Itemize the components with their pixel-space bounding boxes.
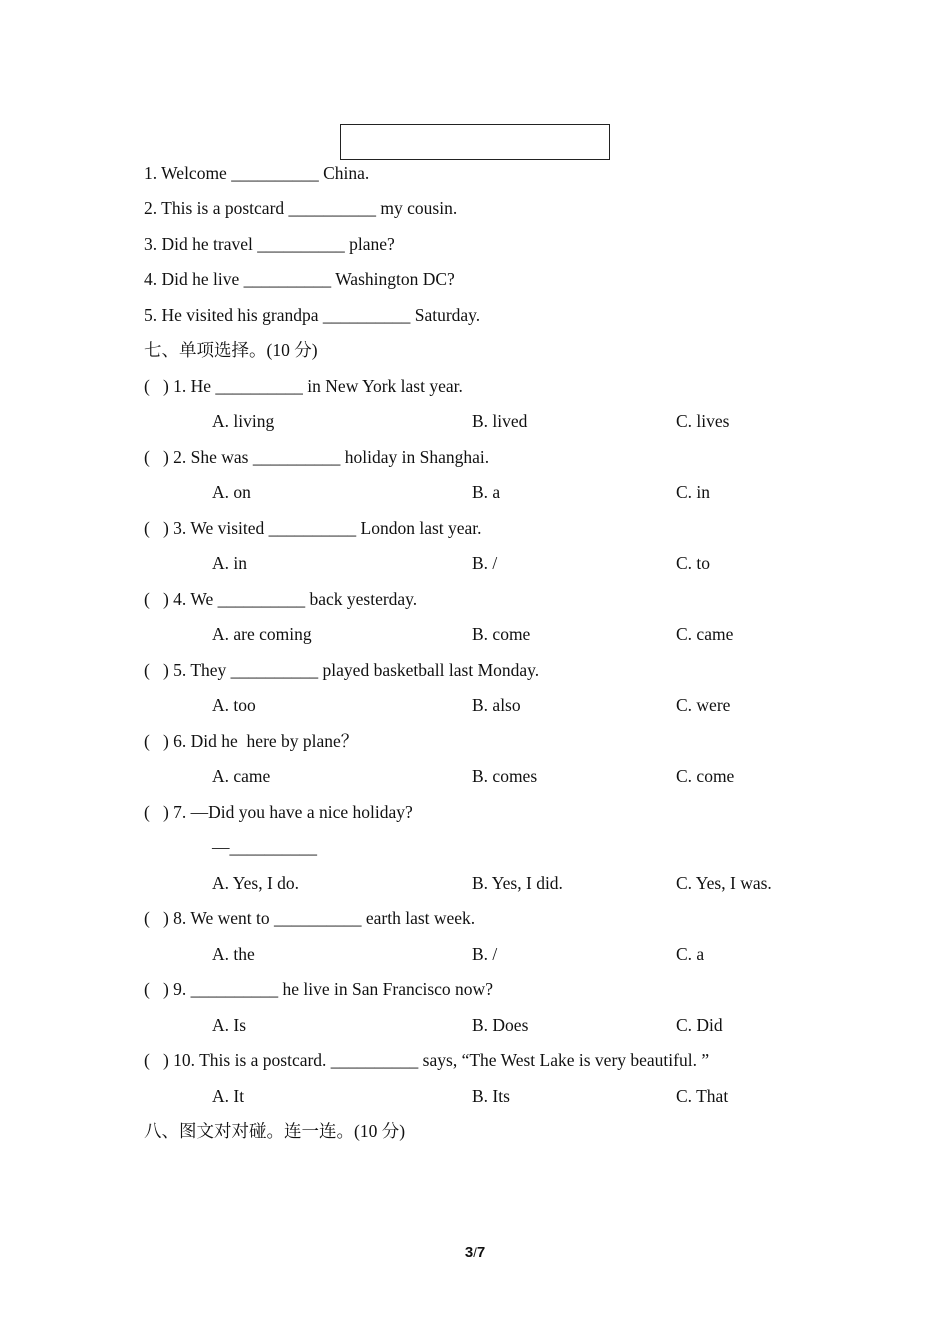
page-number — [0, 1244, 950, 1261]
question-2-stem: ( ) 2. She was __________ holiday in Shanghai. — [144, 447, 490, 467]
page-separator: / — [473, 1245, 477, 1260]
word-bank-box — [340, 124, 610, 160]
question-5-stem: ( ) 5. They __________ played basketball last Monday. — [144, 660, 540, 680]
question-6-option-b: B. comes — [472, 766, 538, 786]
question-10-option-c: C. That — [676, 1086, 729, 1106]
question-1-option-a: A. living — [212, 411, 275, 431]
question-1-stem: ( ) 1. He __________ in New York last year. — [144, 376, 463, 396]
question-3-option-c: C. to — [676, 553, 711, 573]
question-7-option-a: A. Yes, I do. — [212, 873, 300, 893]
section7-heading: 七、单项选择。(10 分) — [144, 340, 318, 360]
question-2-option-c: C. in — [676, 482, 711, 502]
question-10-option-b: B. Its — [472, 1086, 510, 1106]
question-9-option-a: A. Is — [212, 1015, 247, 1035]
question-6-option-c: C. come — [676, 766, 735, 786]
question-8-option-a: A. the — [212, 944, 255, 964]
question-3-option-b: B. / — [472, 553, 498, 573]
question-5-option-b: B. also — [472, 695, 521, 715]
question-7-option-c: C. Yes, I was. — [676, 873, 772, 893]
question-9-option-b: B. Does — [472, 1015, 529, 1035]
page-current: 3 — [464, 1244, 474, 1261]
question-8-stem: ( ) 8. We went to __________ earth last week. — [144, 908, 476, 928]
question-4-option-a: A. are coming — [212, 624, 312, 644]
question-7-option-b: B. Yes, I did. — [472, 873, 563, 893]
fill-blank-4: 4. Did he live __________ Washington DC? — [144, 269, 455, 289]
question-2-option-b: B. a — [472, 482, 501, 502]
question-2-option-a: A. on — [212, 482, 251, 502]
question-8-option-c: C. a — [676, 944, 705, 964]
question-7-answer-line: —__________ — [212, 837, 317, 857]
fill-blank-5: 5. He visited his grandpa __________ Saturday. — [144, 305, 481, 325]
question-5-option-a: A. too — [212, 695, 256, 715]
question-9-option-c: C. Did — [676, 1015, 723, 1035]
page-total: 7 — [476, 1244, 486, 1261]
section8-heading: 八、图文对对碰。连一连。(10 分) — [144, 1121, 406, 1141]
fill-blank-1: 1. Welcome __________ China. — [144, 163, 370, 183]
question-10-stem: ( ) 10. This is a postcard. __________ says, “The West Lake is very beautiful. ” — [144, 1050, 710, 1070]
fill-blank-2: 2. This is a postcard __________ my cousin. — [144, 198, 458, 218]
question-3-stem: ( ) 3. We visited __________ London last year. — [144, 518, 482, 538]
question-10-option-a: A. It — [212, 1086, 245, 1106]
question-5-option-c: C. were — [676, 695, 731, 715]
question-1-option-c: C. lives — [676, 411, 730, 431]
question-4-option-c: C. came — [676, 624, 734, 644]
question-7-stem: ( ) 7. —Did you have a nice holiday? — [144, 802, 413, 822]
fill-blank-3: 3. Did he travel __________ plane? — [144, 234, 395, 254]
question-1-option-b: B. lived — [472, 411, 528, 431]
question-8-option-b: B. / — [472, 944, 498, 964]
question-6-stem: ( ) 6. Did he here by plane？ — [144, 731, 359, 751]
question-6-option-a: A. came — [212, 766, 271, 786]
question-4-stem: ( ) 4. We __________ back yesterday. — [144, 589, 418, 609]
question-3-option-a: A. in — [212, 553, 247, 573]
question-9-stem: ( ) 9. __________ he live in San Francisco now? — [144, 979, 493, 999]
question-4-option-b: B. come — [472, 624, 531, 644]
